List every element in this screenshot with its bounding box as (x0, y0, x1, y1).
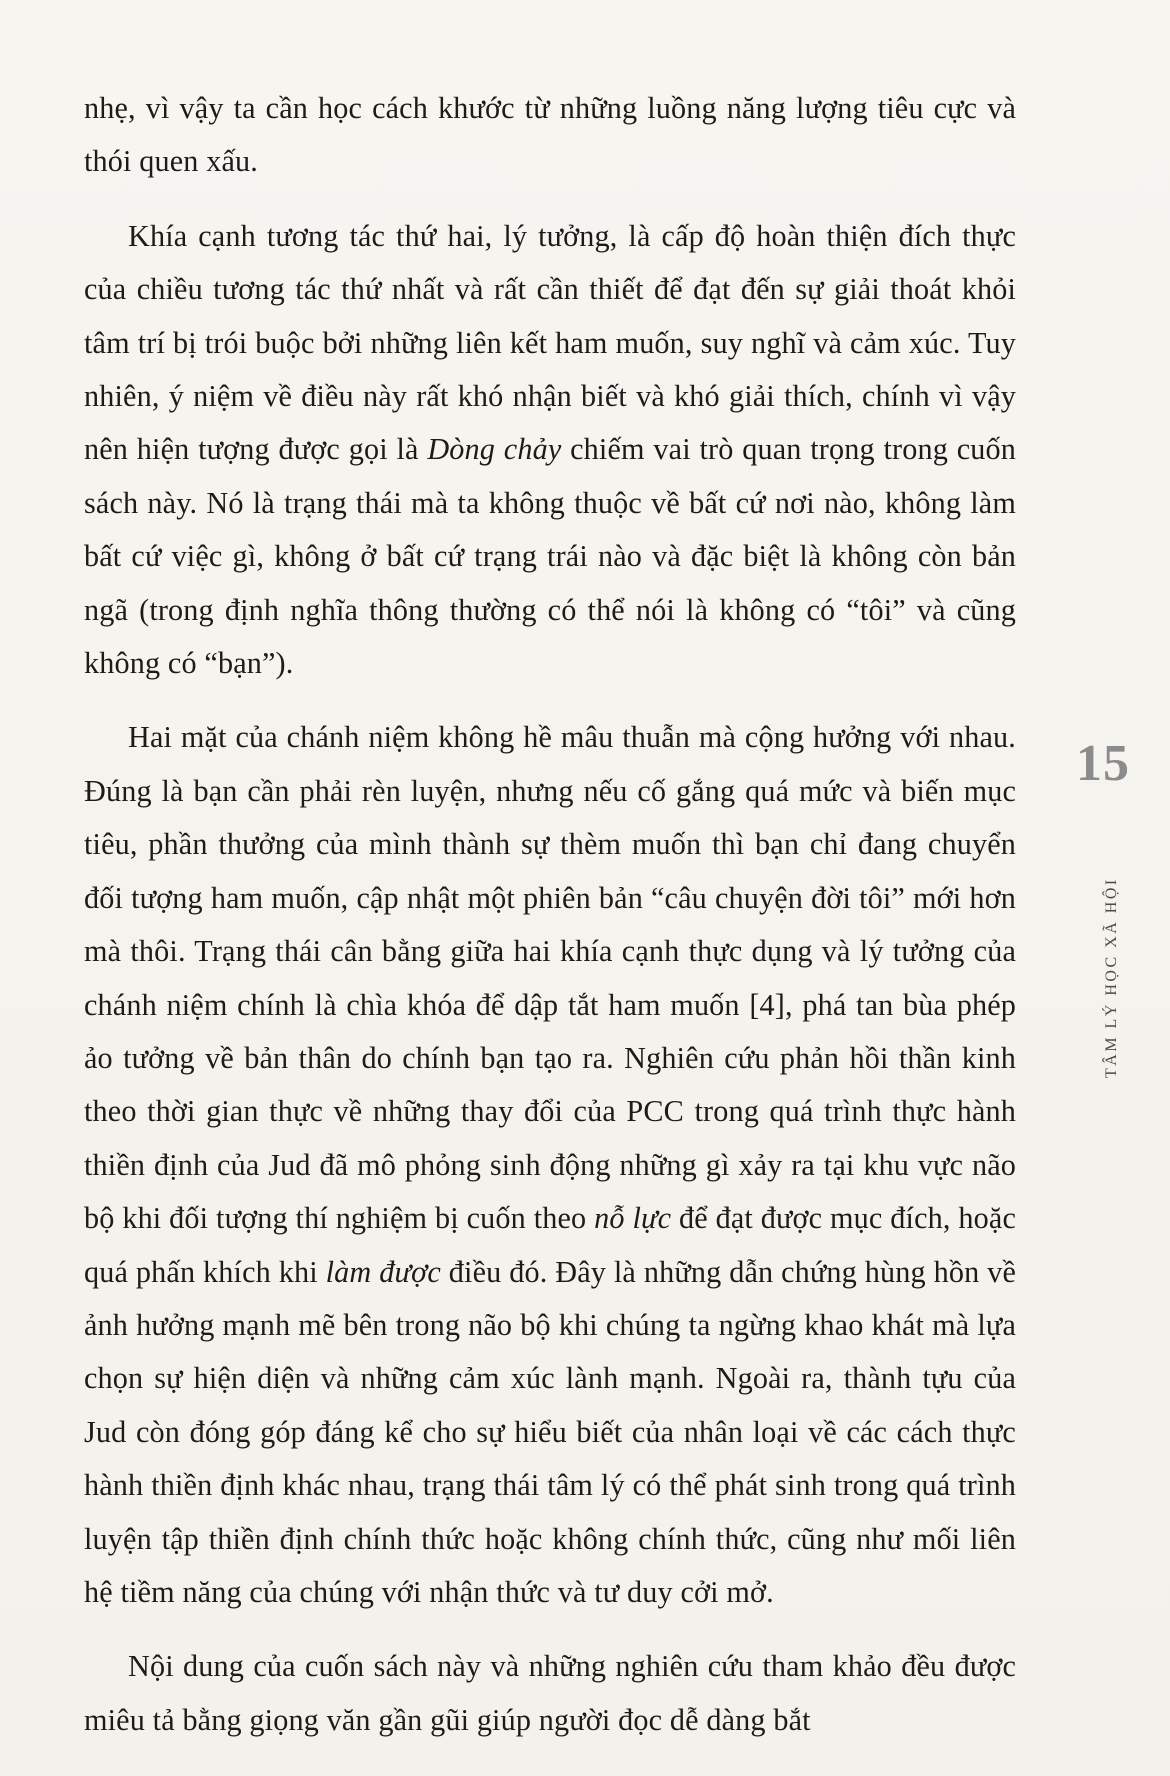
paragraph (84, 210, 1016, 691)
italic-term: nỗ lực (594, 1201, 672, 1236)
text-segment: Khía cạnh tương tác thứ hai, lý tưởng, là cấp độ hoàn thiện đích thực của chiều tương tác thứ nhất và rất cần thiết để đạt đến sự giải thoát khỏi tâm trí bị trói buộc bởi những liên kết ham muốn, suy nghĩ và cảm xúc. Tuy nhiên, ý niệm về điều này rất khó nhận biết và khó giải thích, chính vì vậy nên hiện tượng được gọi là (84, 218, 1016, 467)
paragraph (84, 1640, 1016, 1747)
text-segment: điều đó. Đây là những dẫn chứng hùng hồn về ảnh hưởng mạnh mẽ bên trong não bộ khi chúng ta ngừng khao khát mà lựa chọn sự hiện diện và những cảm xúc lành mạnh. Ngoài ra, thành tựu của Jud còn đóng góp đáng kể cho sự hiểu biết của nhân loại về các cách thực hành thiền định khác nhau, trạng thái tâm lý có thể phát sinh trong quá trình luyện tập thiền định chính thức hoặc không chính thức, cũng như mối liên hệ tiềm năng của chúng với nhận thức và tư duy cởi mở. (84, 1254, 1016, 1609)
italic-term: Dòng chảy (427, 432, 562, 467)
text-segment: chiếm vai trò quan trọng trong cuốn sách này. Nó là trạng thái mà ta không thuộc về bất cứ nơi nào, không làm bất cứ việc gì, không ở bất cứ trạng trái nào và đặc biệt là không còn bản ngã (trong định nghĩa thông thường có thể nói là không có “tôi” và cũng không có “bạn”). (84, 432, 1017, 681)
paragraph (84, 82, 1016, 189)
text-segment: nhẹ, vì vậy ta cần học cách khước từ những luồng năng lượng tiêu cực và thói quen xấu. (84, 91, 1016, 179)
paragraph (84, 711, 1016, 1619)
text-segment: để đạt được mục đích, hoặc quá phấn khích khi (84, 1201, 1016, 1289)
text-segment: Hai mặt của chánh niệm không hề mâu thuẫn mà cộng hưởng với nhau. Đúng là bạn cần phải rèn luyện, nhưng nếu cố gắng quá mức và biến mục tiêu, phần thưởng của mình thành sự thèm muốn thì bạn chỉ đang chuyển đối tượng ham muốn, cập nhật một phiên bản “câu chuyện đời tôi” mới hơn mà thôi. Trạng thái cân bằng giữa hai khía cạnh thực dụng và lý tưởng của chánh niệm chính là chìa khóa để dập tắt ham muốn [4], phá tan bùa phép ảo tưởng về bản thân do chính bạn tạo ra. Nghiên cứu phản hồi thần kinh theo thời gian thực về những thay đổi của PCC trong quá trình thực hành thiền định của Jud đã mô phỏng sinh động những gì xảy ra tại khu vực não bộ khi đối tượng thí nghiệm bị cuốn theo (84, 720, 1016, 1236)
italic-term: làm được (325, 1254, 441, 1289)
text-segment: Nội dung của cuốn sách này và những nghiên cứu tham khảo đều được miêu tả bằng giọng văn gần gũi giúp người đọc dễ dàng bắt (84, 1649, 1016, 1737)
page-number: 15 (1076, 735, 1130, 792)
book-title-vertical: TÂM LÝ HỌC XÃ HỘI (1103, 877, 1120, 1078)
body-text (84, 82, 1016, 1768)
